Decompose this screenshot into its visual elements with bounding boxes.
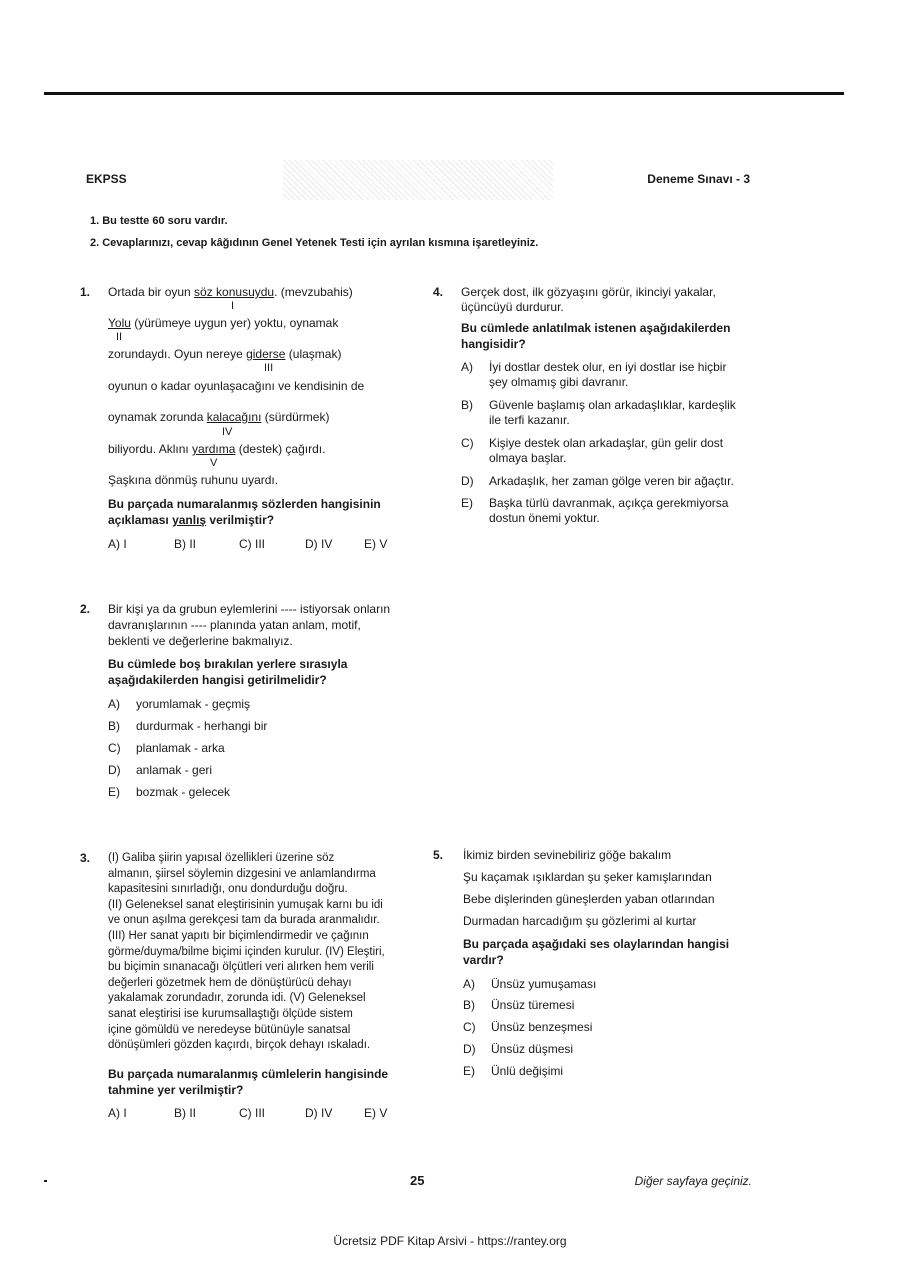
question-passage <box>108 851 402 1054</box>
question-stem: vardır? <box>463 953 504 967</box>
option-d[interactable]: D) IV <box>305 1106 333 1120</box>
source-footer: Ücretsiz PDF Kitap Arsivi - https://rantey.org <box>333 1234 567 1248</box>
option-c[interactable]: C) Kişiye destek olan arkadaşlar, gün gelir dost olmaya başlar. <box>461 436 724 465</box>
poem-line: Bebe dişlerinden güneşlerden yaban otlarından <box>463 892 715 906</box>
page-number: 25 <box>410 1173 425 1188</box>
passage-line: görme/duyma/bilme biçimi içinden kurulur. (IV) Eleştiri, <box>108 945 385 958</box>
option-c[interactable]: C) Ünsüz benzeşmesi <box>463 1020 593 1034</box>
roman-marker: III <box>264 362 274 374</box>
exam-title: Deneme Sınavı - 3 <box>647 172 750 186</box>
option-a[interactable]: A) I <box>108 537 127 551</box>
question-number: 1. <box>80 285 91 299</box>
option-b[interactable]: B) II <box>174 537 197 551</box>
q1-line-2: Yolu (yürümeye uygun yer) yoktu, oynamak <box>108 316 339 330</box>
q1-line-6: biliyordu. Aklını yardıma (destek) çağırdı. <box>108 442 326 456</box>
question-stem: hangisidir? <box>461 337 526 351</box>
question-stem: Bu parçada numaralanmış cümlelerin hangisinde <box>108 1067 389 1081</box>
passage-line: yakalamak zorundadır, zorunda idi. (V) Geleneksel <box>108 992 366 1005</box>
option-b[interactable]: B) Güvenle başlamış olan arkadaşlıklar, kardeşlik ile terfi kazanır. <box>461 398 736 427</box>
question-text: Gerçek dost, ilk gözyaşını görür, ikinciyi yakalar, <box>461 285 716 299</box>
header-watermark <box>283 160 553 200</box>
option-a[interactable]: A) yorumlamak - geçmiş <box>108 697 251 711</box>
q1-line-5: oynamak zorunda kalacağını (sürdürmek) <box>108 410 330 424</box>
next-page-note: Diğer sayfaya geçiniz. <box>634 1174 752 1188</box>
q1-line-7: Şaşkına dönmüş ruhunu uyardı. <box>108 473 279 487</box>
question-number: 2. <box>80 602 91 616</box>
question-stem: açıklaması yanlış verilmiştir? <box>108 513 275 527</box>
roman-marker: I <box>231 300 235 312</box>
question-text: beklenti ve değerlerine bakmalıyız. <box>108 634 293 648</box>
question-stem: Bu cümlede boş bırakılan yerlere sırasıyla <box>108 657 348 671</box>
option-b[interactable]: B) II <box>174 1106 197 1120</box>
passage-line: ve onun aşılma gerekçesi tam da burada aranmalıdır. <box>108 914 380 927</box>
passage-line: almanın, şiirsel söylemin dizgesini ve anlamlandırma <box>108 867 376 880</box>
option-c[interactable]: C) planlamak - arka <box>108 741 225 755</box>
passage-line: sanat eleştirisi ise kurumsallaştığı ölçüde sistem <box>108 1007 353 1020</box>
option-d[interactable]: D) Ünsüz düşmesi <box>463 1042 574 1056</box>
question-text: Bir kişi ya da grubun eylemlerini ---- istiyorsak onların <box>108 602 391 616</box>
passage-line: (II) Geleneksel sanat eleştirisinin yumuşak karnı bu idi <box>108 898 383 911</box>
q1-line-1: Ortada bir oyun söz konusuydu. (mevzubahis) <box>108 285 353 299</box>
q1-line-4: oyunun o kadar oyunlaşacağını ve kendisinin de <box>108 379 365 393</box>
instruction-2: 2. Cevaplarınızı, cevap kâğıdının Genel Yetenek Testi için ayrılan kısmına işaretleyiniz. <box>90 237 539 249</box>
option-e[interactable]: E) V <box>364 537 388 551</box>
top-rule <box>44 92 844 95</box>
option-e[interactable]: E) Ünlü değişimi <box>463 1064 564 1078</box>
option-c[interactable]: C) III <box>239 537 265 551</box>
question-number: 4. <box>433 285 444 299</box>
option-a[interactable]: A) I <box>108 1106 127 1120</box>
passage-line: dönüşümleri gözden kaçırdı, birçok dehayı ıskaladı. <box>108 1039 371 1052</box>
option-a[interactable]: A) İyi dostlar destek olur, en iyi dostlar ise hiçbir şey olmamış gibi davranır. <box>461 360 727 389</box>
option-a[interactable]: A) Ünsüz yumuşaması <box>463 977 597 991</box>
question-stem: Bu parçada numaralanmış sözlerden hangisinin <box>108 497 381 511</box>
option-e[interactable]: E) Başka türlü davranmak, açıkça gerekmiyorsa dostun önemi yoktur. <box>461 496 729 525</box>
roman-marker: V <box>210 457 218 469</box>
passage-line: bu biçimin sınanacağı ölçütleri veri alırken hem verili <box>108 961 374 974</box>
option-d[interactable]: D) anlamak - geri <box>108 763 213 777</box>
question-stem: tahmine yer verilmiştir? <box>108 1083 244 1097</box>
question-number: 3. <box>80 851 91 865</box>
option-b[interactable]: B) durdurmak - herhangi bir <box>108 719 268 733</box>
scan-speck <box>44 1180 47 1182</box>
passage-line: değerleri gözetmek hem de dönüştürücü dehayı <box>108 976 352 989</box>
passage-line: (I) Galiba şiirin yapısal özellikleri üzerine söz <box>108 852 335 864</box>
passage-line: (III) Her sanat yapıtı bir biçimlendirmedir ve çağının <box>108 929 369 942</box>
roman-marker: II <box>116 331 123 343</box>
instruction-1: 1. Bu testte 60 soru vardır. <box>90 215 228 227</box>
option-e[interactable]: E) V <box>364 1106 388 1120</box>
poem-line: İkimiz birden sevinebiliriz göğe bakalım <box>463 848 672 862</box>
roman-marker: IV <box>222 426 233 438</box>
q1-line-3: zorundaydı. Oyun nereye giderse (ulaşmak) <box>108 347 342 361</box>
option-e[interactable]: E) bozmak - gelecek <box>108 785 231 799</box>
passage-line: içine gömüldü ve neredeyse bütünüyle sanatsal <box>108 1023 351 1036</box>
passage-line: kapasitesini sınırladığı, onu dondurduğu doğru. <box>108 883 348 896</box>
option-b[interactable]: B) Ünsüz türemesi <box>463 998 575 1012</box>
poem-line: Şu kaçamak ışıklardan şu şeker kamışlarından <box>463 870 712 884</box>
option-d[interactable]: D) IV <box>305 537 333 551</box>
question-number: 5. <box>433 848 444 862</box>
question-text: davranışlarının ---- planında yatan anlam, motif, <box>108 618 361 632</box>
poem-line: Durmadan harcadığım şu gözlerimi al kurtar <box>463 914 697 928</box>
question-stem: Bu cümlede anlatılmak istenen aşağıdakilerden <box>461 321 731 335</box>
exam-name: EKPSS <box>86 172 127 186</box>
question-stem: aşağıdakilerden hangisi getirilmelidir? <box>108 673 327 687</box>
option-d[interactable]: D) Arkadaşlık, her zaman gölge veren bir ağaçtır. <box>461 474 734 488</box>
option-c[interactable]: C) III <box>239 1106 265 1120</box>
question-text: üçüncüyü durdurur. <box>461 300 564 314</box>
question-stem: Bu parçada aşağıdaki ses olaylarından hangisi <box>463 937 730 951</box>
